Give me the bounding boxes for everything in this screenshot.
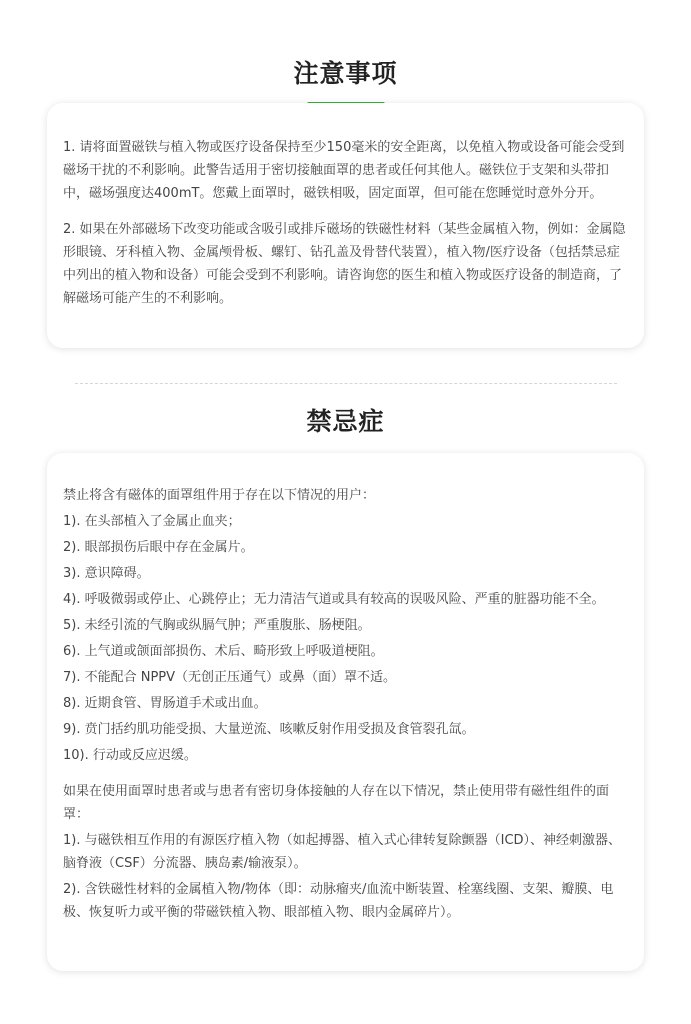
magnetic-contraindication-item: 2). 含铁磁性材料的金属植入物/物体（即：动脉瘤夹/血流中断装置、栓塞线圈、支架、瓣膜、电极、恢复听力或平衡的带磁铁植入物、眼部植入物、眼内金属碎片）。 xyxy=(63,882,614,920)
contraindication-item: 7). 不能配合 NPPV（无创正压通气）或鼻（面）罩不适。 xyxy=(63,670,397,685)
contraindications-intro-2: 如果在使用面罩时患者或与患者有密切身体接触的人存在以下情况，禁止使用带有磁性组件的面罩： xyxy=(63,784,610,822)
contraindication-item: 10). 行动或反应迟缓。 xyxy=(63,748,197,763)
contraindication-item: 5). 未经引流的气胸或纵膈气肿；严重腹胀、肠梗阻。 xyxy=(63,618,371,633)
contraindications-title: 禁忌症 xyxy=(306,407,385,436)
contraindication-item: 8). 近期食管、胃肠道手术或出血。 xyxy=(63,696,267,711)
contraindication-item: 1). 在头部植入了金属止血夹； xyxy=(63,514,241,529)
precautions-paragraph-2: 2. 如果在外部磁场下改变功能或含吸引或排斥磁场的铁磁性材料（某些金属植入物，例如：金属隐形眼镜、牙科植入物、金属颅骨板、螺钉、钻孔盖及骨替代装置），植入物/医疗设备（包括禁忌症中列出的植入物和设备）可能会受到不利影响。请咨询您的医生和植入物或医疗设备的制造商，了解磁场可能产生的不利影响。 xyxy=(63,222,626,306)
precautions-paragraph-1: 1. 请将面置磁铁与植入物或医疗设备保持至少150毫米的安全距离，以免植入物或设备可能会受到磁场干扰的不利影响。此警告适用于密切接触面罩的患者或任何其他人。磁铁位于支架和头带扣中，磁场强度达400mT。您戴上面罩时，磁铁相吸，固定面罩，但可能在您睡觉时意外分开。 xyxy=(63,140,625,201)
precautions-card xyxy=(47,103,644,348)
contraindications-card xyxy=(47,453,644,971)
contraindication-item: 4). 呼吸微弱或停止、心跳停止；无力清洁气道或具有较高的误吸风险、严重的脏器功能不全。 xyxy=(63,592,605,607)
magnetic-contraindication-item: 1). 与磁铁相互作用的有源医疗植入物（如起搏器、植入式心律转复除颤器（ICD）、神经刺激器、脑脊液（CSF）分流器、胰岛素/输液泵）。 xyxy=(63,833,622,871)
contraindication-item: 2). 眼部损伤后眼中存在金属片。 xyxy=(63,540,254,555)
contraindication-item: 6). 上气道或颌面部损伤、术后、畸形致上呼吸道梗阻。 xyxy=(63,644,384,659)
contraindication-item: 3). 意识障碍。 xyxy=(63,566,150,581)
contraindication-item: 9). 贲门括约肌功能受损、大量逆流、咳嗽反射作用受损及食管裂孔氙。 xyxy=(63,722,475,737)
precautions-title: 注意事项 xyxy=(293,59,398,88)
section-divider xyxy=(75,383,617,384)
contraindications-intro-1: 禁止将含有磁体的面罩组件用于存在以下情况的用户： xyxy=(63,488,376,503)
